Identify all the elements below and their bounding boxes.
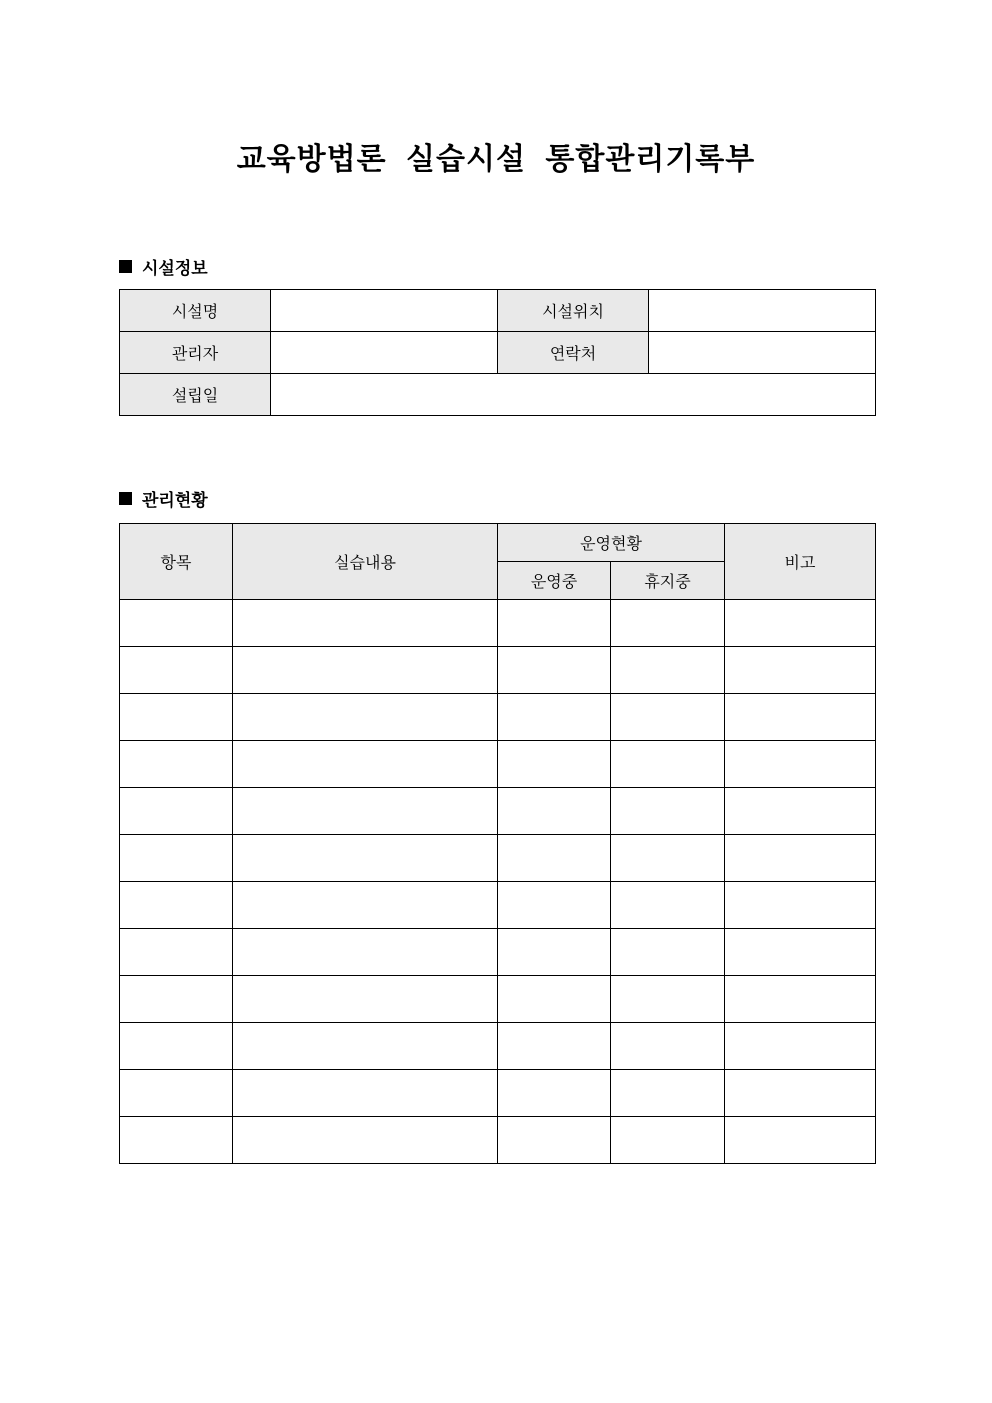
remarks-cell[interactable] xyxy=(725,741,876,788)
remarks-cell[interactable] xyxy=(725,929,876,976)
table-row xyxy=(120,882,876,929)
remarks-cell[interactable] xyxy=(725,976,876,1023)
closed-cell[interactable] xyxy=(611,741,725,788)
operating-cell[interactable] xyxy=(498,694,611,741)
square-bullet-icon xyxy=(119,492,132,505)
established-date-field[interactable] xyxy=(271,374,876,416)
table-row xyxy=(120,976,876,1023)
remarks-cell[interactable] xyxy=(725,694,876,741)
closed-cell[interactable] xyxy=(611,1070,725,1117)
operating-cell[interactable] xyxy=(498,835,611,882)
table-row xyxy=(120,647,876,694)
closed-cell[interactable] xyxy=(611,600,725,647)
closed-cell[interactable] xyxy=(611,1117,725,1164)
closed-cell[interactable] xyxy=(611,694,725,741)
operating-cell[interactable] xyxy=(498,929,611,976)
table-row xyxy=(120,332,876,374)
content-cell[interactable] xyxy=(233,882,498,929)
content-column-header: 실습내용 xyxy=(233,524,498,600)
content-cell[interactable] xyxy=(233,976,498,1023)
closed-cell[interactable] xyxy=(611,929,725,976)
remarks-cell[interactable] xyxy=(725,647,876,694)
facility-info-table xyxy=(119,289,876,416)
item-cell[interactable] xyxy=(120,882,233,929)
item-column-header: 항목 xyxy=(120,524,233,600)
table-row xyxy=(120,1070,876,1117)
remarks-cell[interactable] xyxy=(725,1117,876,1164)
item-cell[interactable] xyxy=(120,1070,233,1117)
content-cell[interactable] xyxy=(233,1023,498,1070)
page-title: 교육방법론 실습시설 통합관리기록부 xyxy=(236,142,756,177)
facility-name-field[interactable] xyxy=(271,290,498,332)
item-cell[interactable] xyxy=(120,929,233,976)
item-cell[interactable] xyxy=(120,788,233,835)
operating-cell[interactable] xyxy=(498,1070,611,1117)
item-cell[interactable] xyxy=(120,741,233,788)
management-table-body xyxy=(120,600,876,1164)
item-cell[interactable] xyxy=(120,1023,233,1070)
management-section-title: 관리현황 xyxy=(142,491,208,511)
established-date-label: 설립일 xyxy=(120,374,271,416)
table-row xyxy=(120,741,876,788)
item-cell[interactable] xyxy=(120,976,233,1023)
item-cell[interactable] xyxy=(120,694,233,741)
table-row xyxy=(120,694,876,741)
closed-cell[interactable] xyxy=(611,647,725,694)
item-cell[interactable] xyxy=(120,1117,233,1164)
table-header-row xyxy=(120,524,876,562)
content-cell[interactable] xyxy=(233,929,498,976)
content-cell[interactable] xyxy=(233,1070,498,1117)
content-cell[interactable] xyxy=(233,788,498,835)
management-status-table xyxy=(119,523,876,1164)
contact-field[interactable] xyxy=(649,332,876,374)
manager-field[interactable] xyxy=(271,332,498,374)
remarks-cell[interactable] xyxy=(725,600,876,647)
management-section-heading xyxy=(119,486,208,511)
closed-cell[interactable] xyxy=(611,788,725,835)
manager-label: 관리자 xyxy=(120,332,271,374)
table-row xyxy=(120,1023,876,1070)
closed-cell[interactable] xyxy=(611,835,725,882)
contact-label: 연락처 xyxy=(498,332,649,374)
operating-cell[interactable] xyxy=(498,976,611,1023)
table-row xyxy=(120,835,876,882)
operating-cell[interactable] xyxy=(498,882,611,929)
item-cell[interactable] xyxy=(120,647,233,694)
remarks-cell[interactable] xyxy=(725,1023,876,1070)
operating-cell[interactable] xyxy=(498,741,611,788)
operating-column-header: 운영중 xyxy=(498,562,611,600)
facility-section-heading xyxy=(119,254,208,279)
item-cell[interactable] xyxy=(120,835,233,882)
closed-column-header: 휴지중 xyxy=(611,562,725,600)
table-row xyxy=(120,788,876,835)
content-cell[interactable] xyxy=(233,600,498,647)
closed-cell[interactable] xyxy=(611,1023,725,1070)
closed-cell[interactable] xyxy=(611,976,725,1023)
table-row xyxy=(120,290,876,332)
remarks-cell[interactable] xyxy=(725,788,876,835)
content-cell[interactable] xyxy=(233,835,498,882)
facility-location-label: 시설위치 xyxy=(498,290,649,332)
facility-section-title: 시설정보 xyxy=(142,259,208,279)
remarks-cell[interactable] xyxy=(725,882,876,929)
square-bullet-icon xyxy=(119,260,132,273)
content-cell[interactable] xyxy=(233,1117,498,1164)
content-cell[interactable] xyxy=(233,647,498,694)
table-row xyxy=(120,929,876,976)
item-cell[interactable] xyxy=(120,600,233,647)
content-cell[interactable] xyxy=(233,741,498,788)
operating-cell[interactable] xyxy=(498,600,611,647)
operating-cell[interactable] xyxy=(498,647,611,694)
facility-location-field[interactable] xyxy=(649,290,876,332)
table-row xyxy=(120,374,876,416)
table-row xyxy=(120,600,876,647)
status-column-header: 운영현황 xyxy=(498,524,725,562)
table-row xyxy=(120,1117,876,1164)
remarks-cell[interactable] xyxy=(725,1070,876,1117)
content-cell[interactable] xyxy=(233,694,498,741)
operating-cell[interactable] xyxy=(498,788,611,835)
remarks-cell[interactable] xyxy=(725,835,876,882)
operating-cell[interactable] xyxy=(498,1023,611,1070)
closed-cell[interactable] xyxy=(611,882,725,929)
operating-cell[interactable] xyxy=(498,1117,611,1164)
remarks-column-header: 비고 xyxy=(725,524,876,600)
facility-name-label: 시설명 xyxy=(120,290,271,332)
